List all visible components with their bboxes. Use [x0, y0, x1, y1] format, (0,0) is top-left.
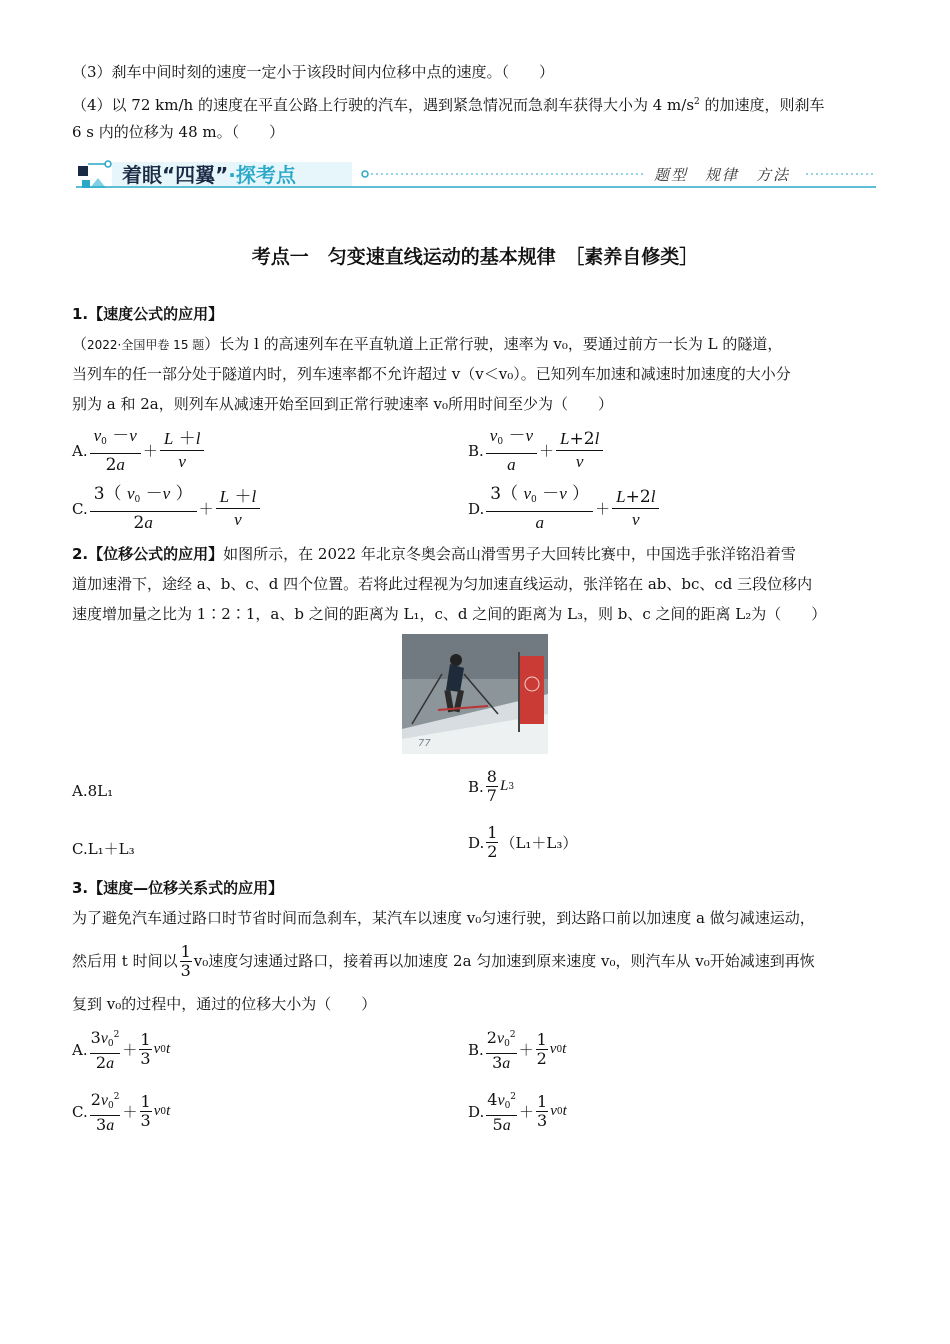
p2-option-d-suffix: （L₁＋L₃） — [500, 834, 578, 852]
p1-option-a-label: A. — [72, 441, 88, 460]
p3-line2-b: v₀速度匀速通过路口，接着再以加速度 2a 匀加速到原来速度 v₀，则汽车从 v₀开始减速到再恢 — [193, 952, 815, 970]
p1-line2: 当列车的任一部分处于隧道内时，列车速率都不允许超过 v（v＜v₀）。已知列车加速和减速时加速度的大小分 — [72, 365, 791, 383]
p3-option-b-label: B. — [468, 1040, 484, 1059]
p3-option-d-label: D. — [468, 1102, 485, 1121]
p3-option-c-label: C. — [72, 1102, 88, 1121]
p2-line2: 道加速滑下，途经 a、b、c、d 四个位置。若将此过程视为匀加速直线运动，张洋铭在 ab、bc、cd 三段位移内 — [72, 575, 813, 593]
p2-option-a-text: A.8L₁ — [72, 782, 114, 800]
banner-title — [122, 159, 296, 188]
banner-title-dot: · — [228, 163, 236, 187]
intro-q4-line1 — [72, 92, 825, 115]
p1-option-a[interactable]: A. $\frac{v_0 -v}{2a}$ ＋ $\frac{L +l}{v}$ — [72, 426, 206, 475]
section-banner — [76, 156, 876, 194]
p1-b-frac2: $\frac{L+2l}{v}$ — [556, 429, 603, 472]
p2-option-a[interactable] — [72, 782, 113, 800]
p1-c-frac1: $\frac{3( v_0 -v )}{2a}$ — [90, 484, 197, 533]
intro-q4-text-b: 的加速度，则刹车 — [699, 96, 825, 114]
p2-heading: 2.【位移公式的应用】 — [72, 545, 224, 563]
intro-q4-text-a: （4）以 72 km/h 的速度在平直公路上行驶的汽车，遇到紧急情况而急刹车获得大小为 4 m/s — [72, 96, 695, 114]
p2-line1-text: 如图所示，在 2022 年北京冬奥会高山滑雪男子大回转比赛中，中国选手张洋铭沿着雪 — [223, 545, 796, 563]
p3-option-d[interactable]: D. $\frac{4v_0^2}{5a}$ ＋ $\frac{1}{3}$ v 0 t — [468, 1090, 567, 1134]
p3-a-frac2: $\frac{1}{3}$ — [140, 1030, 151, 1068]
banner-right-label: 题型 规律 方法 — [654, 166, 791, 184]
p2-option-b[interactable]: B. $\frac{8}{7}$ L 3 — [468, 767, 515, 805]
intro-q3: （3）刹车中间时刻的速度一定小于该段时间内位移中点的速度。（ ） — [72, 63, 555, 81]
p3-b-frac1: $\frac{2v_0^2}{3a}$ — [486, 1028, 516, 1072]
p1-c-frac2: $\frac{L +l}{v}$ — [216, 487, 261, 530]
p3-option-a[interactable]: A. $\frac{3v_0^2}{2a}$ ＋ $\frac{1}{3}$ v 0 t — [72, 1028, 171, 1072]
p1-heading: 1.【速度公式的应用】 — [72, 305, 224, 323]
p1-d-frac2: $\frac{L+2l}{v}$ — [612, 487, 659, 530]
p3-c-frac1: $\frac{2v_0^2}{3a}$ — [90, 1090, 120, 1134]
section-title: 考点一 匀变速直线运动的基本规律 ［素养自修类］ — [251, 246, 699, 268]
intro-q4-line2: 6 s 内的位移为 48 m。（ ） — [72, 123, 285, 141]
p1-option-c[interactable]: C. $\frac{3( v_0 -v )}{2a}$ ＋ $\frac{L +l}{v}$ — [72, 484, 262, 533]
p1-option-b[interactable]: B. $\frac{v_0 -v}{a}$ ＋ $\frac{L+2l}{v}$ — [468, 426, 605, 475]
p3-d-frac1: $\frac{4v_0^2}{5a}$ — [487, 1090, 517, 1134]
p3-heading: 3.【速度—位移关系式的应用】 — [72, 879, 284, 897]
p1-line1-text: 长为 l 的高速列车在平直轨道上正常行驶，速率为 v₀，要通过前方一长为 L 的隧道， — [219, 335, 783, 353]
p3-line2-frac: $\frac{1}{3}$ — [180, 941, 191, 980]
p3-option-b[interactable]: B. $\frac{2v_0^2}{3a}$ ＋ $\frac{1}{2}$ v 0 t — [468, 1028, 567, 1072]
p1-option-d-label: D. — [468, 499, 485, 518]
p3-line1: 为了避免汽车通过路口时节省时间而急刹车，某汽车以速度 v₀匀速行驶，到达路口前以加速度 a 做匀减速运动， — [72, 909, 815, 927]
p1-a-frac2: $\frac{L +l}{v}$ — [160, 429, 205, 472]
p1-option-b-label: B. — [468, 441, 484, 460]
p3-b-frac2: $\frac{1}{2}$ — [536, 1030, 547, 1068]
p2-option-c-text: C.L₁＋L₃ — [72, 840, 135, 858]
p2-d-frac: $\frac{1}{2}$ — [487, 823, 498, 861]
p3-option-c[interactable]: C. $\frac{2v_0^2}{3a}$ ＋ $\frac{1}{3}$ v 0 t — [72, 1090, 171, 1134]
p2-line1 — [72, 544, 796, 564]
intro-q4-sup: 2 — [694, 97, 700, 107]
p3-d-frac2: $\frac{1}{3}$ — [537, 1092, 548, 1130]
p2-option-c[interactable] — [72, 838, 135, 859]
p2-line3: 速度增加量之比为 1∶2∶1，a、b 之间的距离为 L₁，c、d 之间的距离为 L₃，则 b、c 之间的距离 L₂为（ ） — [72, 605, 827, 623]
p1-line1: （2022·全国甲卷 15 题）长为 l 的高速列车在平直轨道上正常行驶，速率为 v₀，要通过前方一长为 L 的隧道， — [72, 335, 783, 353]
p3-line2-a: 然后用 t 时间以 — [72, 952, 178, 970]
p3-a-frac1: $\frac{3v_0^2}{2a}$ — [90, 1028, 120, 1072]
banner-title-b: 探考点 — [235, 163, 296, 187]
p1-d-frac1: $\frac{3( v_0 -v )}{a}$ — [486, 484, 593, 533]
p1-option-c-label: C. — [72, 499, 88, 518]
skier-photo — [402, 634, 548, 754]
p1-b-frac1: $\frac{v_0 -v}{a}$ — [486, 426, 537, 475]
p1-source: 2022·全国甲卷 15 题 — [87, 338, 205, 352]
p2-option-d[interactable] — [468, 824, 577, 861]
p3-line2 — [72, 940, 815, 982]
banner-title-a: 着眼 — [122, 163, 162, 187]
banner-title-quote: “四翼” — [162, 163, 229, 187]
p1-a-frac1: $\frac{v_0 -v}{2a}$ — [90, 426, 141, 475]
p2-option-d-label: D. — [468, 833, 485, 852]
p3-line3: 复到 v₀的过程中，通过的位移大小为（ ） — [72, 995, 377, 1013]
p1-line3: 别为 a 和 2a，则列车从减速开始至回到正常行驶速率 v₀所用时间至少为（ ） — [72, 395, 613, 413]
p2-option-b-label: B. — [468, 777, 484, 796]
p3-c-frac2: $\frac{1}{3}$ — [140, 1092, 151, 1130]
svg-text:77: 77 — [418, 738, 431, 749]
p3-option-a-label: A. — [72, 1040, 88, 1059]
p1-option-d[interactable]: D. $\frac{3( v_0 -v )}{a}$ ＋ $\frac{L+2l}{v}$ — [468, 484, 661, 533]
p2-b-frac: $\frac{8}{7}$ — [486, 767, 497, 805]
